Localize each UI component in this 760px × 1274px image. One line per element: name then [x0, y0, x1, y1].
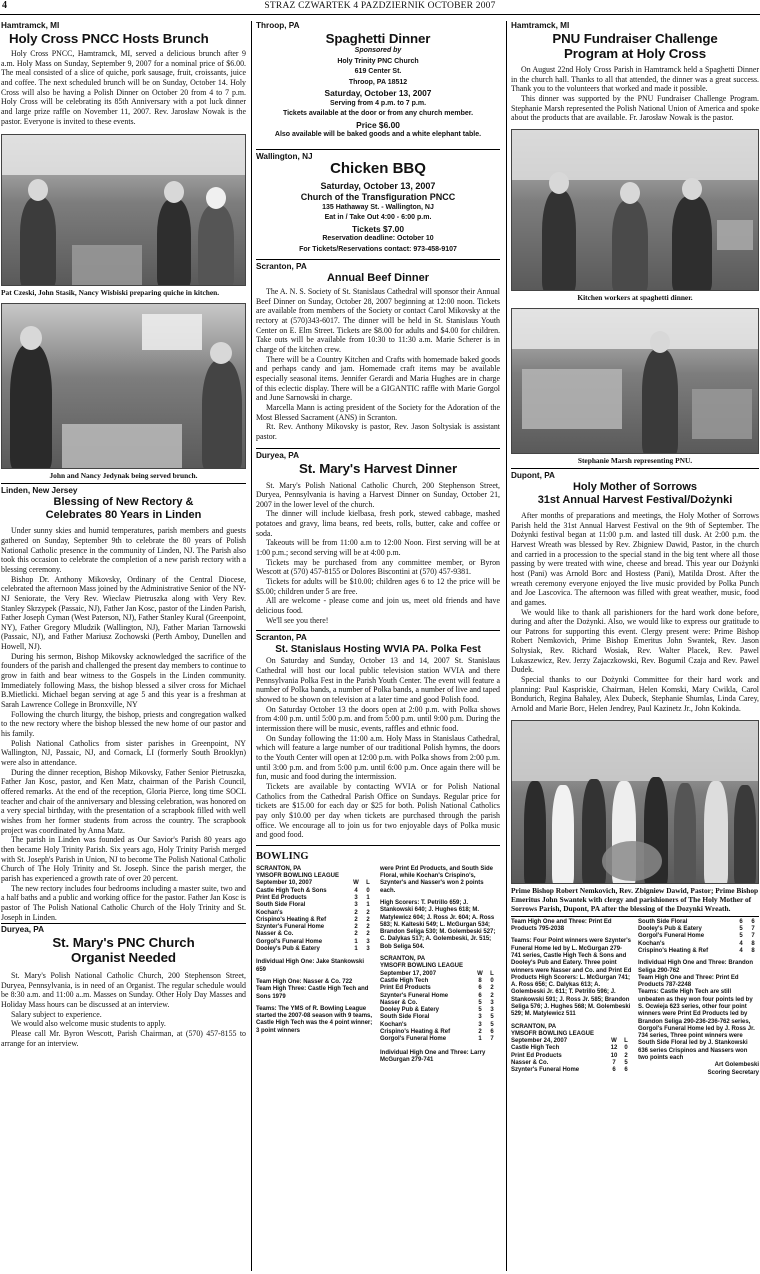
paragraph: The parish in Linden was founded as Our Savior's Parish 80 years ago then became Holy Trinity Parish. Six years ago, Holy Trinity Parish merged with St. Joseph's Parish in Union, NJ to become The Polish National Catholic Church of The Holy Trinity and St. Joseph. Since the parish merger, the parish has experienced a growth rate of over 20 percent.	[1, 835, 246, 883]
church-name: Church of the Transfiguration PNCC	[300, 191, 456, 202]
column-divider	[506, 21, 507, 1271]
deadline: Reservation deadline: October 10	[322, 235, 434, 242]
standings-table	[511, 1045, 632, 1074]
league-name: YMSOFR BOWLING LEAGUE	[380, 963, 463, 970]
team-high-three: Team High Three: Castle High Tech and Sons 1979	[256, 986, 369, 1000]
dateline: Dupont, PA	[511, 470, 555, 480]
dateline: Scranton, PA	[256, 633, 307, 643]
paragraph: On Sunday following the 11:00 a.m. Holy Mass in Stanislaus Cathedral, which will feature a large number of our traditional Polish hymns, the doors to the Youth Center will open at 12:00 p.m. with Polka shows from 2:00 p.m. until 3:00 p.m. and from 5:00 p.m. until 6:00 p.m. Once again there will be fun, music and food during the intermission.	[256, 733, 500, 782]
standings-header: September 24, 2007 W L	[511, 1038, 628, 1045]
article-polka-fest	[256, 633, 500, 839]
standings-row: Kochan's 4 8	[638, 940, 755, 947]
paragraph: St. Mary's Polish National Catholic Church, 200 Stephenson Street, Duryea, Pennsylvania, is in need of an Organist. The regular schedule would be 8:30 a.m. and 11:00 a..m. Masses on Sunday. Other Holy Day Masses and Holiday Mass hours can be discussed at an interview.	[1, 971, 246, 1010]
photo-caption: Pat Czeski, John Stasik, Nancy Wisbiski preparing quiche in kitchen.	[1, 288, 220, 298]
headline: Celebrates 80 Years in Linden	[45, 509, 202, 522]
masthead: STRAZ CZWARTEK 4 PAZDZIERNIK OCTOBER 2007	[264, 1, 496, 11]
article-pnu-fundraiser	[511, 21, 759, 465]
paragraph: On Saturday and Sunday, October 13 and 14, 2007 St. Stanislaus Cathedral will host our local public television station WVIA and there Pennsylvania Polka Fest in the Parish Youth Center. The event will feature a number of Polka bands, a number of Polka bands, a number of live and taped showed to be shown on television at a later time and good Polish food.	[256, 656, 500, 704]
divider	[256, 630, 500, 631]
bowling-left	[256, 866, 374, 1064]
photo-clergy-wreath	[511, 720, 759, 884]
paragraph: After months of preparations and meetings, the Holy Mother of Sorrows Parish held the 31st Annual Harvest Festival on the 9th of September. The Dożynki festival began at 11:00 p.m. and lasted till dusk. At 2:00 p.m. the Harvest Wreath was blessed by Rev. Zbigniew Dawid, Pastor, in the church and carried in a procession to the special stand in the big tent where all those passing by were treated with wine, cheese and bread. This year our Dożynki host (Pani) was Arnold Borc and Hostess (Pani), Matilda Drost. After the wreath ceremony everyone enjoyed the live music provided by Polka Punch and Joe Lascovica. The afternoon was filled with great weather, music, food and games.	[511, 510, 759, 607]
standings-table	[638, 919, 759, 955]
league-notes: Teams: The YMS of R. Bowling League started the 2007-08 season with 9 teams, Castle High Tech was the 4 point winner; 3 point winners	[256, 1005, 373, 1034]
standings-row: Crispino's Heating & Ref 4 8	[638, 947, 755, 954]
church-name: Holy Trinity PNC Church	[337, 57, 419, 65]
paragraph: Following the church liturgy, the bishop, priests and congregation walked to the new rectory where the bishop blessed the new home of our pastor and his family.	[1, 709, 246, 739]
section-title: BOWLING	[256, 850, 309, 862]
standings-row: Kochan's 2 2	[256, 909, 370, 916]
bowling-right	[638, 919, 759, 1077]
standings-row: South Side Floral 3 1	[256, 902, 370, 909]
location: SCRANTON, PA	[256, 865, 302, 872]
league-notes: Teams: Four Point winners were Szynter's Funeral Home led by L. McGurgan 279-741 series, Castle High Tech & Sons and Dooley's Pub and Eatery. Three point winners were Nasser and Co. and Print Ed Products High Scorers: L. McGurgan 741; A. Ross 656; C. Dalykas 613; A. Golembeski Jr. 611; T. Petrillo 596; J. Stankowski 591; J. Ross Jr. 585; Brandon Seliga 576; J. Hughes 568; M. Golembeski 529; M. Matylewicz 511	[511, 938, 632, 1018]
divider	[1, 483, 246, 484]
standings-row: Szynter's Funeral Home 2 2	[256, 924, 370, 931]
paragraph: Under sunny skies and humid temperatures, parish members and guests gathered on Sunday, September 9th to celebrate the 80 years of Polish National Catholic presence in the community of Linden, NJ. The Parish also took this occasion to celebrate the completion of a new parish rectory with a blessing ceremony.	[1, 526, 246, 574]
headline: St. Mary's PNC Church	[52, 935, 195, 951]
paragraph: During his sermon, Bishop Mikovsky acknowledged the sacrifice of the founders of the parish and challenged the present day members to continue to grow in faith and bear witness to the Gospels in the Linden community. Immediately following Mass, the bishop blessed a silver cross for Michael B.Mietlicki. Michael began serving at age 5 and this year is a freshman at Sarah Lawrence College in Bronxville, NY	[1, 651, 246, 710]
serving-time: Serving from 4 p.m. to 7 p.m.	[329, 99, 427, 107]
photo-caption: Kitchen workers at spaghetti dinner.	[577, 292, 693, 302]
contact: For Tickets/Reservations contact: 973-458-9107	[299, 245, 457, 253]
photo-caption: John and Nancy Jedynak being served brunch.	[49, 471, 198, 481]
signature-name: Art Golembeski	[714, 1062, 759, 1069]
ticket-info: Tickets available at the door or from any church member.	[282, 110, 474, 117]
paragraph: During the dinner reception, Bishop Mikovsky, Father Senior Pietruszka, Father Jan Kosc, pastor, and Ken Matz, chairman of the Parish Council, offered remarks. At the end of the reception, Gloria Pierce, long time SOCL teacher and chair of the anniversary and blessing celebration, was honored on a very special birthday, with the presentation of a scrapbook filled with well wishes from her former students from across the country. The scrapbook project was coordinated by Anna Matz.	[1, 767, 246, 835]
extra-info: Also available will be baked goods and a white elephant table.	[274, 131, 482, 138]
dateline: Wallington, NJ	[256, 151, 313, 161]
divider	[256, 845, 500, 846]
divider	[511, 468, 759, 469]
paragraph: Rt. Rev. Anthony Mikovsky is pastor, Rev. Jason Soltysiak is assistant pastor.	[256, 422, 500, 441]
article-holy-cross-brunch	[1, 21, 246, 480]
photo-kitchen-quiche	[1, 134, 246, 286]
paragraph: Tickets are available by contacting WVIA or for Polish National Catholics from the Cathedral Parish Office on Sundays. Regular price for tickets are $15.00 for each day or $25 for both. Polish National Catholics pay only $10.00 per day when tickets are purchased through the parish office. We encourage all to join us for two enjoyable days of Polka music and good food.	[256, 781, 500, 840]
paragraph: All are welcome - please come and join us, meet old friends and have delicious food.	[256, 596, 500, 616]
standings-header: September 17, 2007 W L	[380, 970, 494, 977]
paragraph: Bishop Dr. Anthony Mikovsky, Ordinary of the Central Diocese, celebrated the afternoon Mass joined by the Administrative Senior of the NY-NJ Seniorate, the Very Rev. Wieclaw Pietruszka along with Very Rev. Stanley Skrzypek (Passaic, NJ), Father Jan Kosc, pastor of the Linden Parish, Father Joseph Cyman (West Paterson, NJ), Father Stanley Kural (Greenpoint, NY), Father Gregory Mludzik (Wallington, NJ), Father Marian Tarnowski (Passaic, NJ), and Father Mariusz Zochowski (Perth Amboy, Dunellen and Howell, NJ).	[1, 574, 246, 652]
standings-row: Castle High Tech 12 0	[511, 1045, 628, 1052]
standings-row: Castle High Tech & Sons 4 0	[256, 887, 370, 894]
headline: PNU Fundraiser Challenge	[552, 31, 718, 46]
location: SCRANTON, PA	[511, 1023, 557, 1030]
signature-title: Scoring Secretary	[707, 1069, 759, 1076]
bowling-section	[256, 850, 500, 1064]
headline: Holy Mother of Sorrows	[572, 480, 698, 493]
standings-row: Gorgol's Funeral Home 1 3	[256, 938, 370, 945]
standings-row: Print Ed Products 6 2	[380, 985, 494, 992]
standings-row: Nasser & Co. 7 5	[511, 1060, 628, 1067]
paragraph: We would also welcome music students to apply.	[11, 1019, 166, 1029]
standings-row: Gorgol's Funeral Home 1 7	[380, 1036, 494, 1043]
paragraph: The A. N. S. Society of St. Stanislaus Cathedral will sponsor their Annual Beef Dinner on Sunday, October 28, 2007 beginning at 12:00 noon. Tickets are available from members of the Society or contact Carol Mikovsky at the rectory at (570)343-6017. The dinner will be held in St. Stanislaus Youth Center on E. Elm Street. Tickets are $8.00 for adults and $4.00 for children. Take outs will be available from 10:30 to 11:30 a.m. Marie Scherer is in charge of the kitchen crew.	[256, 287, 500, 354]
headline: Blessing of New Rectory &	[53, 496, 194, 509]
standings-row: Dooley's Pub & Eatery 1 3	[256, 946, 370, 953]
paragraph: Marcella Mann is acting president of the Society for the Adoration of the Most Blessed Sacrament (ANS) in Scranton.	[256, 402, 500, 422]
standings-row: Crispino's Heating & Ref 2 2	[256, 916, 370, 923]
page-header	[0, 0, 760, 15]
photo-caption: Prime Bishop Robert Nemkovich, Rev. Zbigniew Dawid, Pastor; Prime Bishop Emeritus John Swantek with clergy and parishioners of The Holy Mother of Sorrows Parish, Dupont, PA after the blessing of the Dozynki Wreath.	[511, 885, 759, 913]
column-left	[1, 21, 246, 1272]
event-date: Saturday, October 13, 2007	[320, 180, 436, 191]
article-annual-beef-dinner	[256, 262, 500, 442]
standings-row: Szynter's Funeral Home 6 2	[380, 992, 494, 999]
dateline: Duryea, PA	[256, 450, 300, 460]
paragraph: This dinner was supported by the PNU Fundraiser Challenge Program. Stephanie Marsh represented the Polish National Union of America and spoke about the products that are available. Fr. Jarosław Nowak is the pastor.	[511, 93, 759, 123]
headline: Annual Beef Dinner	[326, 272, 430, 284]
divider	[256, 448, 500, 449]
headline: 31st Annual Harvest Festival/Dożynki	[537, 493, 733, 506]
standings-row: Print Ed Products 3 1	[256, 895, 370, 901]
standings-row: Dooley Pub & Eatery 5 3	[380, 1007, 494, 1014]
standings-header: September 10, 2007 W L	[256, 880, 370, 887]
price: Price $6.00	[356, 119, 400, 130]
headline: Holy Cross PNCC Hosts Brunch	[9, 31, 209, 46]
team-high: Team High One and Three: Print Ed Products 787-2248	[638, 974, 739, 989]
individual-high: Individual High One: Jake Stankowski 659	[256, 959, 365, 973]
standings-row: Nasser & Co. 5 3	[380, 999, 494, 1006]
standings-row: South Side Floral 3 5	[380, 1014, 494, 1021]
high-scorers: High Scorers: T. Petrillo 659; J. Stankowski 640; J. Hughes 618; M. Matylewicz 604; J. Ross Jr. 604; A. Ross 583; N. Kalteski 549; L. McGurgan 534; Brandon Seliga 530; M. Golembeski 527; C. Dalykas 517; A. Golembeski, Jr. 515; Bob Seliga 504.	[380, 900, 496, 950]
paragraph: Salary subject to experience.	[11, 1009, 102, 1019]
dateline: Linden, New Jersey	[1, 486, 78, 496]
league-notes: Teams: Castle High Tech are still unbeaten as they won four points led by S. Ocwieja 623 series, other four point winners were Print Ed Products led by Brandon Seliga 290-236-236-762 series, Gorgol's Funeral Home led by J. Ross Jr. 734 series, Three point winners were South Side Floral led by J. Stankowski 636 series Crispinos and Nassers won two points each	[638, 989, 755, 1062]
address: 619 Center St.	[354, 68, 402, 75]
headline: Program at Holy Cross	[564, 46, 706, 61]
paragraph: Holy Cross PNCC, Hamtramck, MI, served a delicious brunch after 9 a.m. Holy Mass on Sunday, September 9, 2007 for a nominal price of $6.00. The meal consisted of a slice of quiche, pork sausage, fruit, croissants, juice and coffee. The next scheduled brunch will be on Sunday, October 14. Holy Cross will also be having a Polish Dinner on October 20 from 4 to 7 p.m. Holy Cross will be celebrating its 85th Anniversary with a pot luck dinner and large prize raffle on November 11, 2007. Rev. Jarosław Nowak is the pastor. Everyone is invited to these events.	[1, 49, 246, 126]
page-number: 4	[2, 0, 7, 11]
price: Tickets $7.00	[352, 223, 404, 234]
paragraph: On August 22nd Holy Cross Parish in Hamtramck held a Spaghetti Dinner in the church hall. Thanks to all that attended, the dinner was a great success. Thank you to the volunteers that worked and made it possible.	[511, 65, 759, 94]
divider	[256, 149, 500, 150]
photo-brunch-served	[1, 303, 246, 469]
individual-high: Individual High One and Three: Brandon Seliga 290-762	[638, 960, 754, 974]
paragraph: Please call Mr. Byron Wescott, Parish Chairman, at (570) 457-8155 to arrange for an interview.	[1, 1029, 246, 1048]
bowling-left	[511, 919, 632, 1077]
bowling-continued	[511, 919, 759, 1077]
dateline: Scranton, PA	[256, 262, 307, 271]
standings-row: Nasser & Co. 2 2	[256, 931, 370, 938]
location: SCRANTON, PA	[380, 956, 426, 963]
standings-table	[380, 978, 498, 1044]
paragraph: We would like to thank all parishioners for the hard work done before, during and after the Dożynki. Also, we would like to express our gratitude to our Patrons for supporting this event. Clergy present were: Prime Bishop Robert Nemkovich, Prime Bishop Emeritus John Swantek, Rev. Jason Soltysiak, Rev. Richard Wosiak, Rev. Walter Placek, Rev. Pawel Lukaszewicz, Rev. Jerzy Zajaczkowski, Rev. Bogumil Czaja and Rev. Pawel Dudek.	[511, 607, 759, 675]
dateline: Duryea, PA	[1, 925, 45, 935]
serving-time: Eat in / Take Out 4:00 - 6:00 p.m.	[324, 214, 432, 221]
article-organist-needed	[1, 925, 246, 1048]
paragraph: Special thanks to our Dożynki Committee for their hard work and planning: Paul Kaspriskie, Chairman, Helen Komski, Mary Cwikla, Carol Bondurich, Regina Bahaley, Alex Dubeck, Stephanie Shumlas, Linda Carey, Arnold and Marie Borc, Helen Jendrey, Paul Kazinetz Jr., John Kokinda.	[511, 675, 759, 714]
article-chicken-bbq	[256, 152, 500, 256]
paragraph: Takeouts will be from 11:00 a.m to 12:00 Noon. First serving will be at 1:00 p.m.; second serving will be at 4:00 p.m.	[256, 538, 500, 558]
photo-stephanie-marsh	[511, 308, 759, 454]
column-right	[511, 21, 759, 1272]
headline: Chicken BBQ	[330, 159, 426, 177]
photo-caption: Stephanie Marsh representing PNU.	[577, 455, 693, 465]
headline: Organist Needed	[71, 950, 176, 966]
standings-row: Gorgol's Funeral Home 5 7	[638, 933, 755, 940]
individual-high: Individual High One and Three: Larry McGurgan 279-741	[380, 1049, 486, 1063]
dateline: Hamtramck, MI	[511, 21, 570, 30]
paragraph: We'll see you there!	[266, 615, 329, 625]
standings-row: Castle High Tech 8 0	[380, 977, 494, 984]
address: Throop, PA 18512	[348, 78, 408, 86]
standings-row: Print Ed Products 10 2	[511, 1052, 628, 1059]
paragraph: The dinner will include kielbasa, fresh pork, stewed cabbage, mashed potatoes and gravy, lima beans, red beets, rolls, butter, cake and coffee or soda.	[256, 509, 500, 538]
dateline: Throop, PA	[256, 21, 300, 30]
team-high-one: Team High One: Nasser & Co. 722	[256, 978, 353, 985]
paragraph: On Saturday October 13 the doors open at 2:00 p.m. with Polka shows from 4:00 p.m. until 5:00 p.m. and from 5:00 p.m. until 9:00 p.m. During the intermission there will be music, events, raffles and ethnic food.	[256, 704, 500, 733]
address: 135 Hathaway St. - Wallington, NJ	[322, 203, 434, 211]
article-harvest-dinner	[256, 451, 500, 626]
column-divider	[251, 21, 252, 1271]
paragraph: Tickets may be purchased from any committee member, or Byron Wescott at (570) 457-8155 or Dolores Biscontini at (570) 457-9381.	[256, 557, 500, 577]
standings-row: Szynter's Funeral Home 6 6	[511, 1067, 628, 1074]
league-name: YMSOFR BOWLING LEAGUE	[256, 873, 339, 880]
divider	[1, 923, 246, 924]
league-notes: were Print Ed Products, and South Side Floral, while Kochan's Crispino's, Szynter's and Nasser's won 2 points each.	[380, 865, 494, 894]
article-harvest-festival	[511, 471, 759, 913]
event-date: Saturday, October 13, 2007	[324, 88, 432, 98]
paragraph: Tickets for adults will be $10.00; children ages 6 to 12 the price will be $5.00; children under 5 are free.	[256, 577, 500, 596]
bowling-right	[380, 866, 498, 1064]
paragraph: St. Mary's Polish National Catholic Church, 200 Stephenson Street, Duryea, Pennsylvania is having a Harvest Dinner on Sunday, October 21, 2007 in the lower level of the church.	[256, 480, 500, 509]
dateline: Hamtramck, MI	[1, 21, 60, 30]
divider	[511, 916, 759, 917]
league-name: YMSOFR BOWLING LEAGUE	[511, 1030, 594, 1037]
standings-row: Kochan's 3 5	[380, 1021, 494, 1028]
headline: St. Stanislaus Hosting WVIA PA. Polka Fest	[275, 644, 481, 656]
paragraph: Polish National Catholics from sister parishes in Greenpoint, NY Wallington, NJ, Passaic, NJ, and Cornack, LI (formerly South Brooklyn) were also in attendance.	[1, 738, 246, 767]
standings-row: South Side Floral 6 6	[638, 918, 755, 925]
article-linden-rectory	[1, 486, 246, 922]
paragraph: There will be a Country Kitchen and Crafts with homemade baked goods and perhaps candy and jam. Homemade craft items may be available especially seasonal items. Jennifer Gerardi and Maria Hughes are in charge of this eclectic display. There will be a GIGANTIC raffle with Marie Gorgol and June Sarnowski in charge.	[256, 354, 500, 403]
standings-table	[256, 888, 374, 954]
column-middle	[256, 21, 500, 1272]
team-high: Team High One and Three: Print Ed Products 795-2038	[511, 918, 612, 933]
standings-row: Crispino's Heating & Ref 2 6	[380, 1029, 494, 1036]
sponsor-line: Sponsored by	[354, 47, 402, 54]
divider	[256, 259, 500, 260]
paragraph: The new rectory includes four bedrooms including a master suite, two and a half baths and a public and working office for the pastor. Father Jan Kosc is pastor of The Polish National Catholic Church of the Holy Trinity and St. Joseph in Linden.	[1, 883, 246, 922]
photo-kitchen-workers	[511, 129, 759, 291]
standings-row: Dooley's Pub & Eatery 5 7	[638, 926, 755, 933]
headline: St. Mary's Harvest Dinner	[298, 460, 458, 476]
article-spaghetti-dinner	[256, 21, 500, 141]
headline: Spaghetti Dinner	[325, 31, 431, 46]
